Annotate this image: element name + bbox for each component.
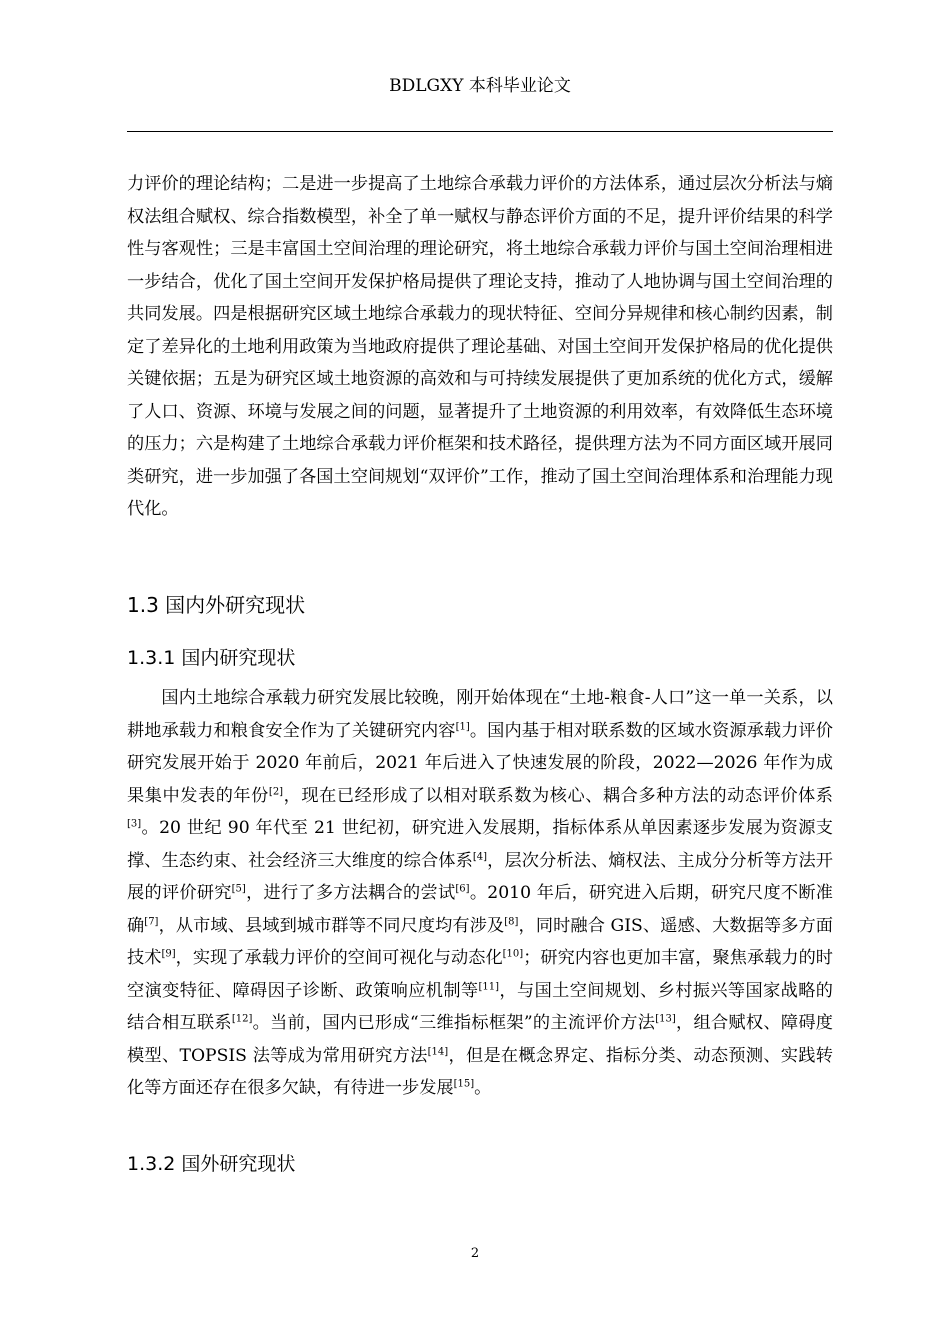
text-segment: 。当前，国内已形成“三维指标框架”的主流评价方法 (252, 1013, 656, 1033)
text-segment: 国内土地综合承载力研究发展比较晚，刚开始体现在“土地-粮食-人口”这一单一关系，以耕地承载力和粮食安全作为了关键研究内容 (127, 688, 833, 741)
citation-ref: [10] (502, 948, 524, 960)
text-segment: ，组合赋权、障碍度模型、TOPSIS 法等成为常用研究方法 (127, 1013, 833, 1066)
section-heading-1-3-1: 1.3.1 国内研究现状 (127, 647, 296, 669)
text-segment: ，从市域、县域到城市群等不同尺度均有涉及 (158, 915, 505, 936)
page-number: 2 (470, 1246, 480, 1261)
text-segment: ，进行了多方法耦合的尝试 (245, 883, 456, 903)
citation-ref: [7] (144, 916, 159, 927)
text-segment: ，实现了承载力评价的空间可视化与动态化 (175, 948, 503, 968)
text-segment: 。2010 年后，研究进入后期，研究尺度不断准确 (127, 883, 833, 936)
citation-ref: [12] (231, 1013, 253, 1025)
citation-ref: [5] (231, 883, 246, 895)
section-heading-1-3: 1.3 国内外研究现状 (127, 593, 306, 617)
citation-ref: [3] (127, 818, 142, 830)
text-segment: ，与国土空间规划、乡村振兴等国家战略的结合相互联系 (127, 980, 833, 1033)
text-segment: ；研究内容也更加丰富，聚焦承载力的时空演变特征、障碍因子诊断、政策响应机制等 (127, 948, 833, 1001)
citation-ref: [11] (478, 981, 500, 992)
citation-ref: [8] (504, 916, 519, 927)
text-segment: 。 (474, 1078, 492, 1098)
text-segment: 。20 世纪 90 年代至 21 世纪初，研究进入发展期，指标体系从单因素逐步发展为资源支撑、生态约束、社会经济三大维度的综合体系 (127, 818, 833, 871)
citation-ref: [14] (427, 1046, 449, 1057)
citation-ref: [4] (472, 851, 488, 862)
paragraph-significance: 力评价的理论结构；二是进一步提高了土地综合承载力评价的方法体系，通过层次分析法与熵权法组合赋权、综合指数模型，补全了单一赋权与静态评价方面的不足，提升评价结果的科学性与客观性；三是丰富国土空间治理的理论研究，将土地综合承载力评价与国土空间治理相进一步结合，优化了国土空间开发保护格局提供了理论支持，推动了人地协调与国土空间治理的共同发展。四是根据研究区域土地综合承载力的现状特征、空间分异规律和核心制约因素，制定了差异化的土地利用政策为当地政府提供了理论基础、对国土空间开发保护格局的优化提供关键依据；五是为研究区域土地资源的高效和与可持续发展提供了更加系统的优化方式，缓解了人口、资源、环境与发展之间的问题，显著提升了土地资源的利用效率，有效降低生态环境的压力；六是构建了土地综合承载力评价框架和技术路径，提供理方法为不同方面区域开展同类研究，进一步加强了各国土空间规划“双评价”工作，推动了国土空间治理体系和治理能力现代化。 (127, 174, 833, 519)
text-segment: ，同时融合 GIS、遥感、大数据等多方面技术 (127, 915, 833, 968)
citation-ref: [1] (455, 721, 470, 732)
citation-ref: [15] (453, 1078, 475, 1090)
citation-ref: [6] (455, 883, 470, 895)
text-segment: ，但是在概念界定、指标分类、动态预测、实践转化等方面还存在很多欠缺，有待进一步发展 (127, 1045, 833, 1098)
text-segment: 。国内基于相对联系数的区域水资源承载力评价研究发展开始于 2020 年前后，2021 年后进入了快速发展的阶段，2022—2026 年作为成果集中发表的年份 (127, 720, 833, 806)
text-segment: ，层次分析法、熵权法、主成分分析等方法开展的评价研究 (127, 850, 833, 903)
running-header: BDLGXY 本科毕业论文 (389, 76, 571, 96)
paragraph-domestic-research (127, 682, 833, 1105)
text-segment: ，现在已经形成了以相对联系数为核心、耦合多种方法的动态评价体系 (283, 785, 833, 806)
section-heading-1-3-2: 1.3.2 国外研究现状 (127, 1153, 296, 1175)
citation-ref: [9] (161, 948, 176, 960)
header-rule (127, 131, 833, 132)
citation-ref: [2] (268, 786, 284, 797)
citation-ref: [13] (655, 1013, 676, 1025)
